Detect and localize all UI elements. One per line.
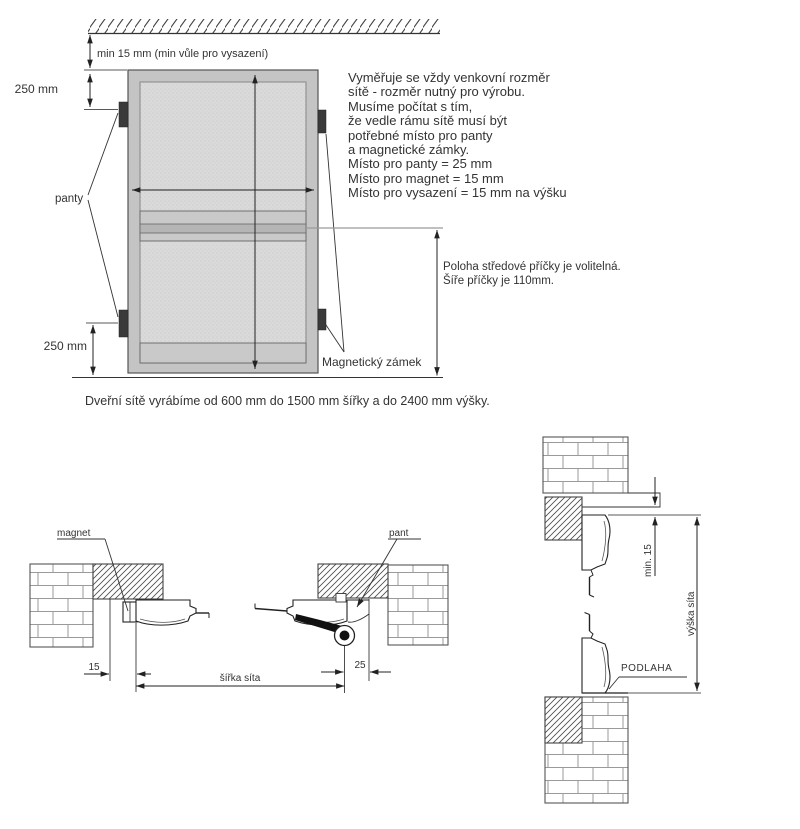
- divider-note-line: Poloha středové příčky je volitelná.: [443, 261, 621, 273]
- magnet-lock-top: [318, 110, 326, 133]
- brick-wall-right: [388, 565, 448, 645]
- top-clearance-label: min. 15: [643, 544, 654, 577]
- hinge-clearance-dimension: [321, 660, 391, 672]
- caption: Dveřní sítě vyrábíme od 600 mm do 1500 mm šířky a do 2400 mm výšky.: [85, 394, 490, 408]
- magnet-lock-label: Magnetický zámek: [322, 355, 422, 369]
- width-dim-label: šířka síta: [219, 673, 261, 684]
- floor-label: PODLAHA: [621, 663, 673, 674]
- ceiling-hatch: [88, 19, 440, 34]
- magnet-label: magnet: [57, 528, 91, 539]
- frame-section-top: [545, 497, 582, 540]
- top-diagram: [15, 19, 621, 378]
- door-crossbar-stripe: [140, 224, 306, 233]
- floor-callout: [609, 663, 687, 689]
- note-line: Místo pro panty = 25 mm: [348, 156, 493, 171]
- clearance-note-label: min 15 mm (min vůle pro vysazení): [97, 48, 269, 60]
- hinge-offset-bottom-dimension: [44, 323, 118, 375]
- hinges-callout: [55, 113, 118, 317]
- horizontal-section: [30, 528, 448, 693]
- frame-section-bottom: [545, 697, 582, 743]
- lintel-step: [582, 493, 660, 507]
- top-clearance-dimension: [643, 477, 655, 577]
- door-assembly: [119, 70, 326, 373]
- divider-dimension: [306, 228, 443, 376]
- divider-note-line: Šíře příčky je 110mm.: [443, 275, 554, 287]
- hinge-clip: [336, 594, 346, 603]
- door-jamb-left: [93, 564, 163, 599]
- hinge-offset-bottom-label: 250 mm: [43, 339, 87, 353]
- door-jamb-right: [318, 564, 388, 598]
- hinge-clearance-label: 25: [354, 660, 366, 671]
- height-dim-label: výška síta: [686, 591, 697, 636]
- screen-profile-bottom: [582, 613, 610, 694]
- hinge-offset-top-dimension: [15, 74, 118, 110]
- note-line: že vedle rámu sítě musí být: [348, 113, 507, 128]
- note-line: potřebné místo pro panty: [348, 128, 493, 143]
- hinge-offset-top-label: 250 mm: [14, 82, 58, 96]
- screen-profile-hinge-side: [255, 594, 369, 646]
- magnet-strip: [123, 602, 137, 622]
- hinge-bottom: [119, 310, 128, 337]
- screen-profile-top: [582, 515, 610, 597]
- vertical-section: [543, 437, 701, 803]
- divider-note-block: [443, 261, 621, 287]
- door-bottom-rail: [140, 343, 306, 363]
- hinges-label: panty: [55, 193, 84, 205]
- note-line: Místo pro vysazení = 15 mm na výšku: [348, 185, 567, 200]
- magnet-clearance-label: 15: [88, 662, 100, 673]
- brick-wall-left: [30, 564, 93, 647]
- pant-label: pant: [389, 528, 409, 539]
- screen-width-dimension: [136, 673, 345, 686]
- note-line: Musíme počítat s tím,: [348, 99, 473, 114]
- note-line: Vyměřuje se vždy venkovní rozměr: [348, 70, 550, 85]
- clearance-dimension: [84, 35, 268, 70]
- note-line: Místo pro magnet = 15 mm: [348, 171, 504, 186]
- note-line: sítě - rozměr nutný pro výrobu.: [348, 84, 526, 99]
- note-line: a magnetické zámky.: [348, 142, 470, 157]
- brick-wall-top: [543, 437, 628, 493]
- measuring-note-block: [348, 70, 567, 200]
- hinge-pin: [340, 631, 350, 641]
- screen-profile-magnet-side: [136, 600, 209, 625]
- magnet-lock-bottom: [318, 309, 326, 330]
- magnet-clearance-dimension: [84, 662, 151, 674]
- hinge-top: [119, 102, 128, 127]
